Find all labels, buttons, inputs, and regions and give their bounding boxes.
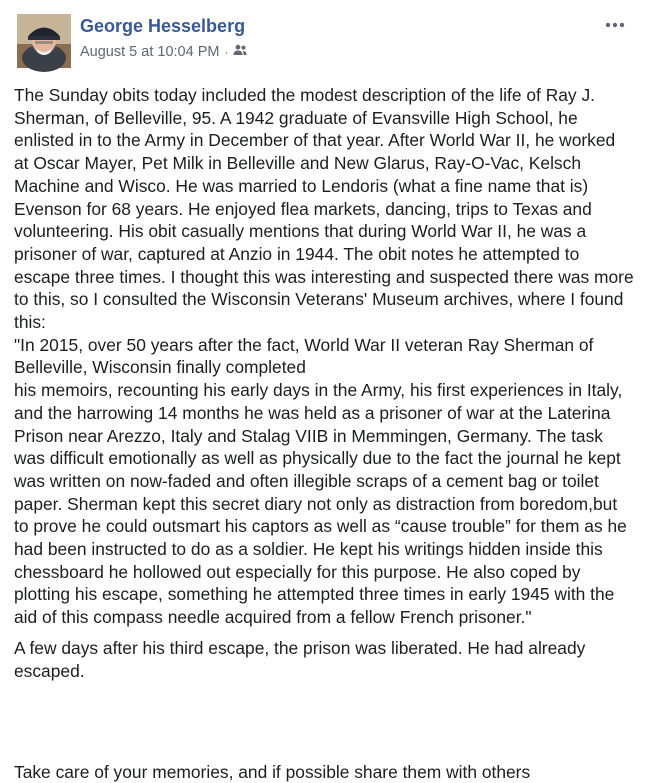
avatar-image — [17, 14, 71, 68]
friends-icon[interactable] — [233, 44, 247, 60]
clipped-next-line — [14, 762, 614, 782]
avatar[interactable] — [17, 14, 71, 68]
post-timestamp[interactable]: August 5 at 10:04 PM — [80, 44, 220, 60]
author-name[interactable]: George Hesselberg — [80, 16, 246, 36]
post-paragraph-final: A few days after his third escape, the prison was liberated. He had already escaped. — [14, 637, 586, 681]
post-header — [14, 10, 634, 72]
post-meta — [80, 44, 247, 60]
post-paragraph — [14, 84, 634, 629]
quote-body: his memoirs, recounting his early days in the Army, his first experiences in Italy, and the harrowing 14 months he was held as a prisoner of war at the Laterina Prison near Arezzo, Italy and Stalag VIIB in Memmingen, Germany. The task was difficult emotionally as well as physically due to the fact the journal he kept was written on now-faded and often illegible scraps of a cement bag or toilet paper. Sherman kept this secret diary not only as distraction from boredom,but to prove he could outsmart his captors as well as “cause trouble” for them as he had been instructed to do as a soldier. He kept his writings hidden inside this chessboard he hollowed out especially for this purpose. He also coped by plotting his escape, something he attempted three times in early 1945 with the aid of this compass needle acquired from a fellow French prisoner." — [14, 380, 627, 628]
post-body — [14, 84, 634, 682]
partial-next-line: Take care of your memories, and if possible share them with others — [14, 762, 531, 782]
meta-separator: · — [224, 45, 229, 59]
quote-start: "In 2015, over 50 years after the fact, World War II veteran Ray Sherman of Belleville, Wisconsin finally completed — [14, 334, 594, 378]
paragraph-intro: The Sunday obits today included the modest description of the life of Ray J. Sherman, of Belleville, 95. A 1942 graduate of Evansville High School, he enlisted in to the Army in December of that year. After World War II, he worked at Oscar Mayer, Pet Milk in Belleville and New Glarus, Ray-O-Vac, Kelsch Machine and Wisco. He was married to Lendoris (what a fine name that is) Evenson for 68 years. He enjoyed flea markets, dancing, trips to Texas and volunteering. His obit casually mentions that during World War II, he was a prisoner of war, captured at Anzio in 1944. The obit notes he attempted to escape three times. I thought this was interesting and suspected there was more to this, so I consulted the Wisconsin Veterans' Museum archives, where I found this: — [14, 85, 634, 333]
more-options-icon[interactable] — [600, 14, 630, 36]
